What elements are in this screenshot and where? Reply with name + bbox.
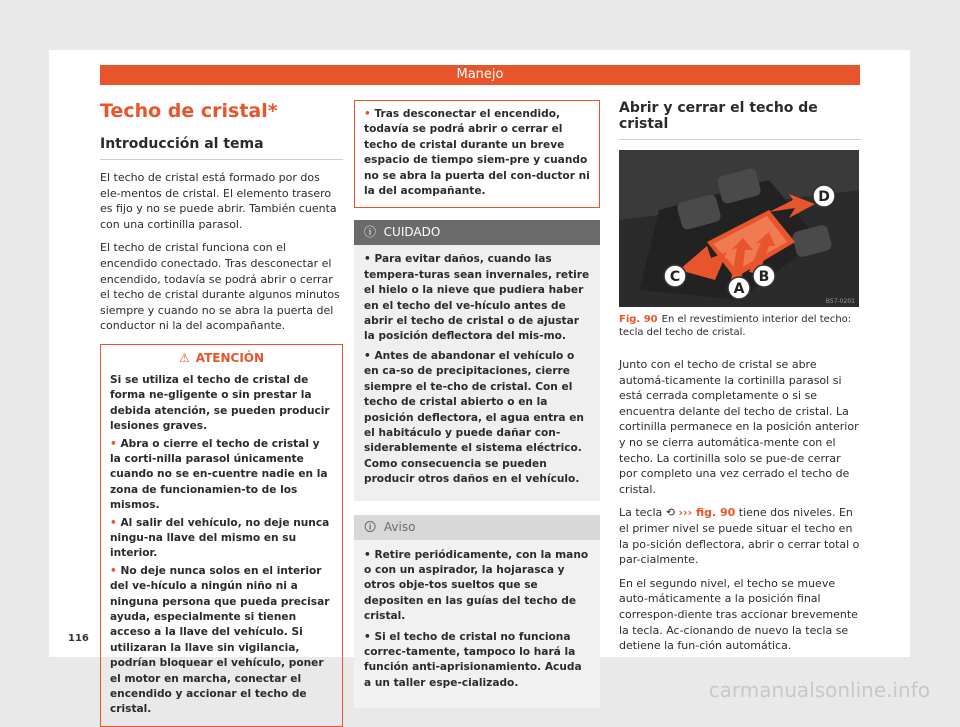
page-number: 116 bbox=[68, 633, 89, 644]
warning-icon: ⚠ bbox=[178, 350, 190, 365]
caution-bullet-text: Antes de abandonar el vehículo o en ca-so de precipitaciones, cierre siempre el te-cho de cristal. Con el techo de cristal abierto o en la posición deflectora, el agua entra en el habitáculo y puede dañar con-siderablemente el sistema eléctrico. Como consecuencia se pueden producir otros daños en el vehículo. bbox=[364, 349, 584, 486]
note-header bbox=[354, 515, 600, 540]
note-bullet: • Retire periódicamente, con la mano o con un aspirador, la hojarasca y otros obje-tos sueltos que se depositen en las guías del techo de cristal. bbox=[364, 548, 589, 623]
section-title: Abrir y cerrar el techo de cristal bbox=[619, 100, 861, 140]
caution-header bbox=[354, 220, 600, 245]
warning-bullet-text: Al salir del vehículo, no deje nunca ningu-na llave del mismo en su interior. bbox=[110, 516, 330, 560]
figure-caption-text: En el revestimiento interior del techo: tecla del techo de cristal. bbox=[619, 314, 852, 338]
warning-bullet-text: Abra o cierre el techo de cristal y la corti-nilla parasol únicamente cuando no se en-cuentre nadie en la zona de funcionamien-to de los mismos. bbox=[110, 437, 328, 512]
paragraph-text: tiene dos niveles. En el primer nivel se puede situar el techo en la po-sición deflectora, abrir o cerrar total o par-cialmente. bbox=[619, 506, 860, 567]
warning-continued-text: Tras desconectar el encendido, todavía se podrá abrir o cerrar el techo de cristal durante un breve espacio de tiempo siem-pre y cuando no se abra la puerta del con-ductor ni la del acompañante. bbox=[364, 108, 590, 198]
note-bullet: • Si el techo de cristal no funciona correc-tamente, tampoco lo hará la función anti-aprisionamiento. Acuda a un taller espe-cializado. bbox=[364, 630, 582, 689]
warning-bullet-text: No deje nunca solos en el interior del ve-hículo a ningún niño ni a ninguna persona que pueda precisar ayuda, especialmente si tienen acceso a la llave del vehículo. Si utilizaran la llave sin vigilancia, podrían bloquear el vehículo, poner el motor en marcha, conectar el encendido y accionar el techo de cristal. bbox=[110, 564, 330, 716]
caution-bullet: • Para evitar daños, cuando las tempera-turas sean invernales, retire el hielo o la nieve que pudiera haber en el techo del ve-hículo antes de abrir el techo de cristal o de ajustar la posición deflectora del mis-mo. bbox=[364, 253, 590, 343]
roof-switch-icon: ⟲ bbox=[665, 506, 676, 520]
caution-bullet: • Antes de abandonar el vehículo o en ca-so de precipitaciones, cierre siempre el te-cho de cristal. Con el techo de cristal abierto o en la posición deflectora, el agua entra en el habitáculo y puede dañar con-siderablemente el sistema eléctrico. Como consecuencia se pueden producir otros daños en el vehículo. bbox=[364, 349, 584, 486]
warning-bullet bbox=[110, 437, 333, 514]
bullet-icon: • bbox=[110, 437, 121, 450]
section-header: Manejo bbox=[100, 65, 860, 85]
warning-intro: Si se utiliza el techo de cristal de forma ne-gligente o sin prestar la debida atención, se pueden producir lesiones graves. bbox=[110, 373, 330, 433]
body-paragraph-3: En el segundo nivel, el techo se mueve auto-máticamente a la posición final correspon-diente tras accionar brevemente la tecla. Ac-cionando de nuevo la tecla se detiene la fun-ción automática. bbox=[619, 576, 858, 653]
figure-code: B57-0201 bbox=[825, 298, 855, 305]
note-bullet-text: Si el techo de cristal no funciona correc-tamente, tampoco lo hará la función anti-aprisionamiento. Acuda a un taller espe-cializado. bbox=[364, 630, 582, 689]
intro-paragraph-1: El techo de cristal está formado por dos ele-mentos de cristal. El elemento trasero es fijo y no se puede abrir. También cuenta con una cortinilla parasol. bbox=[100, 171, 337, 231]
bullet-icon: • bbox=[110, 564, 121, 577]
figure-number: Fig. 90 bbox=[619, 314, 658, 325]
caution-body bbox=[354, 245, 600, 500]
figure-link[interactable]: ››› fig. 90 bbox=[678, 506, 736, 520]
caution-label: CUIDADO bbox=[383, 225, 441, 240]
figure-label: D bbox=[818, 189, 830, 205]
section-subtitle: Introducción al tema bbox=[100, 136, 343, 160]
column-1 bbox=[100, 100, 343, 727]
paragraph-text: La tecla bbox=[619, 506, 663, 520]
info-circle-icon: ⓘ bbox=[364, 225, 377, 240]
warning-box bbox=[100, 344, 343, 727]
bullet-icon: • bbox=[110, 516, 121, 529]
figure-label: A bbox=[733, 281, 745, 297]
caution-box bbox=[354, 220, 600, 500]
figure-label: B bbox=[758, 269, 770, 285]
watermark bbox=[0, 678, 960, 708]
note-label: Aviso bbox=[383, 519, 416, 534]
warning-header bbox=[101, 345, 342, 369]
warning-body bbox=[101, 369, 342, 726]
roof-switch-illustration bbox=[619, 150, 859, 307]
caution-bullet-text: Para evitar daños, cuando las tempera-turas sean invernales, retire el hielo o la nieve que pudiera haber en el techo del ve-hículo antes de abrir el techo de cristal o de ajustar la posición deflectora del mis-mo. bbox=[364, 253, 590, 343]
figure-label: C bbox=[669, 269, 681, 285]
note-icon: 🛈 bbox=[364, 519, 377, 534]
body-paragraph-1: Junto con el techo de cristal se abre automá-ticamente la cortinilla parasol si está cerrada completamente o si se encuentra delante del techo de cristal. La cortinilla permanece en la posición anterior y no se cierra automática-mente con el techo. La cortinilla solo se pue-de cerrar por completo una vez cerrado el techo de cristal. bbox=[619, 358, 859, 496]
intro-paragraph-2: El techo de cristal funciona con el encendido conectado. Tras desconectar el encendido, todavía se podrá abrir o cerrar el techo de cristal durante algunos minutos siempre y cuando no se abra la puerta del conductor ni la del acompañante. bbox=[100, 241, 340, 333]
body-paragraph-2 bbox=[619, 505, 861, 567]
warning-continued bbox=[354, 100, 600, 208]
bullet-icon: • bbox=[364, 108, 375, 120]
warning-bullet bbox=[110, 516, 333, 562]
column-3 bbox=[619, 100, 861, 662]
column-2 bbox=[354, 100, 600, 708]
warning-label: ATENCIÓN bbox=[195, 350, 265, 365]
note-bullet-text: Retire periódicamente, con la mano o con un aspirador, la hojarasca y otros obje-tos sueltos que se depositen en las guías del techo de cristal. bbox=[364, 548, 589, 623]
roof-switch-figure bbox=[619, 150, 859, 307]
watermark-text: carmanualsonline.info bbox=[708, 678, 930, 702]
figure-caption bbox=[619, 313, 861, 339]
page-title: Techo de cristal* bbox=[100, 100, 278, 122]
